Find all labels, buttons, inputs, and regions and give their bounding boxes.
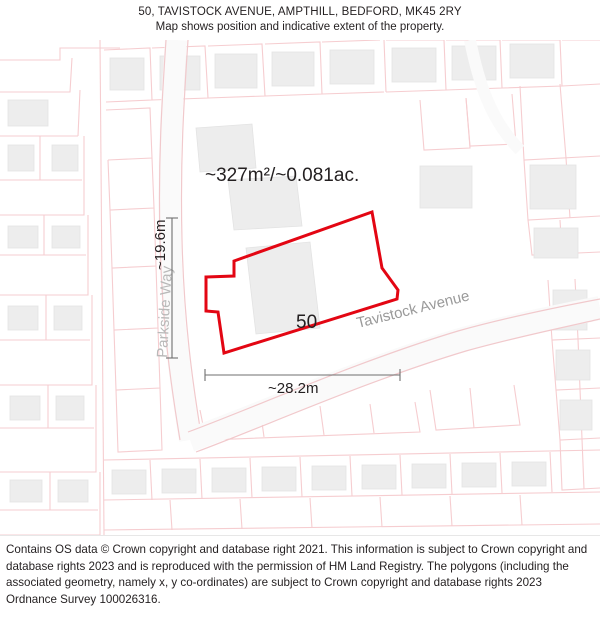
street-label-parkside-way: Parkside Way bbox=[154, 265, 176, 359]
street-label-tavistock-avenue: Tavistock Avenue bbox=[354, 287, 472, 332]
map-vector bbox=[0, 40, 600, 535]
header bbox=[0, 0, 600, 40]
area-label: ~327m²/~0.081ac. bbox=[205, 165, 360, 186]
page-title: 50, TAVISTOCK AVENUE, AMPTHILL, BEDFORD, MK45 2RY bbox=[138, 6, 462, 18]
copyright-text: Contains OS data © Crown copyright and database right 2021. This information is subject to Crown copyright and database rights 2023 and is reproduced with the permission of HM Land Registry. The polygons (including the associated geometry, namely x, y co-ordinates) are subject to Crown copyright and database rights 2023 Ordnance Survey 100026316. bbox=[6, 543, 588, 606]
map-canvas[interactable] bbox=[0, 40, 600, 535]
copyright-footer bbox=[0, 535, 600, 625]
height-measurement-label: ~19.6m bbox=[152, 219, 169, 270]
house-number-label: 50 bbox=[296, 312, 318, 333]
width-measurement-label: ~28.2m bbox=[268, 380, 319, 397]
page-subtitle: Map shows position and indicative extent of the property. bbox=[155, 21, 445, 33]
